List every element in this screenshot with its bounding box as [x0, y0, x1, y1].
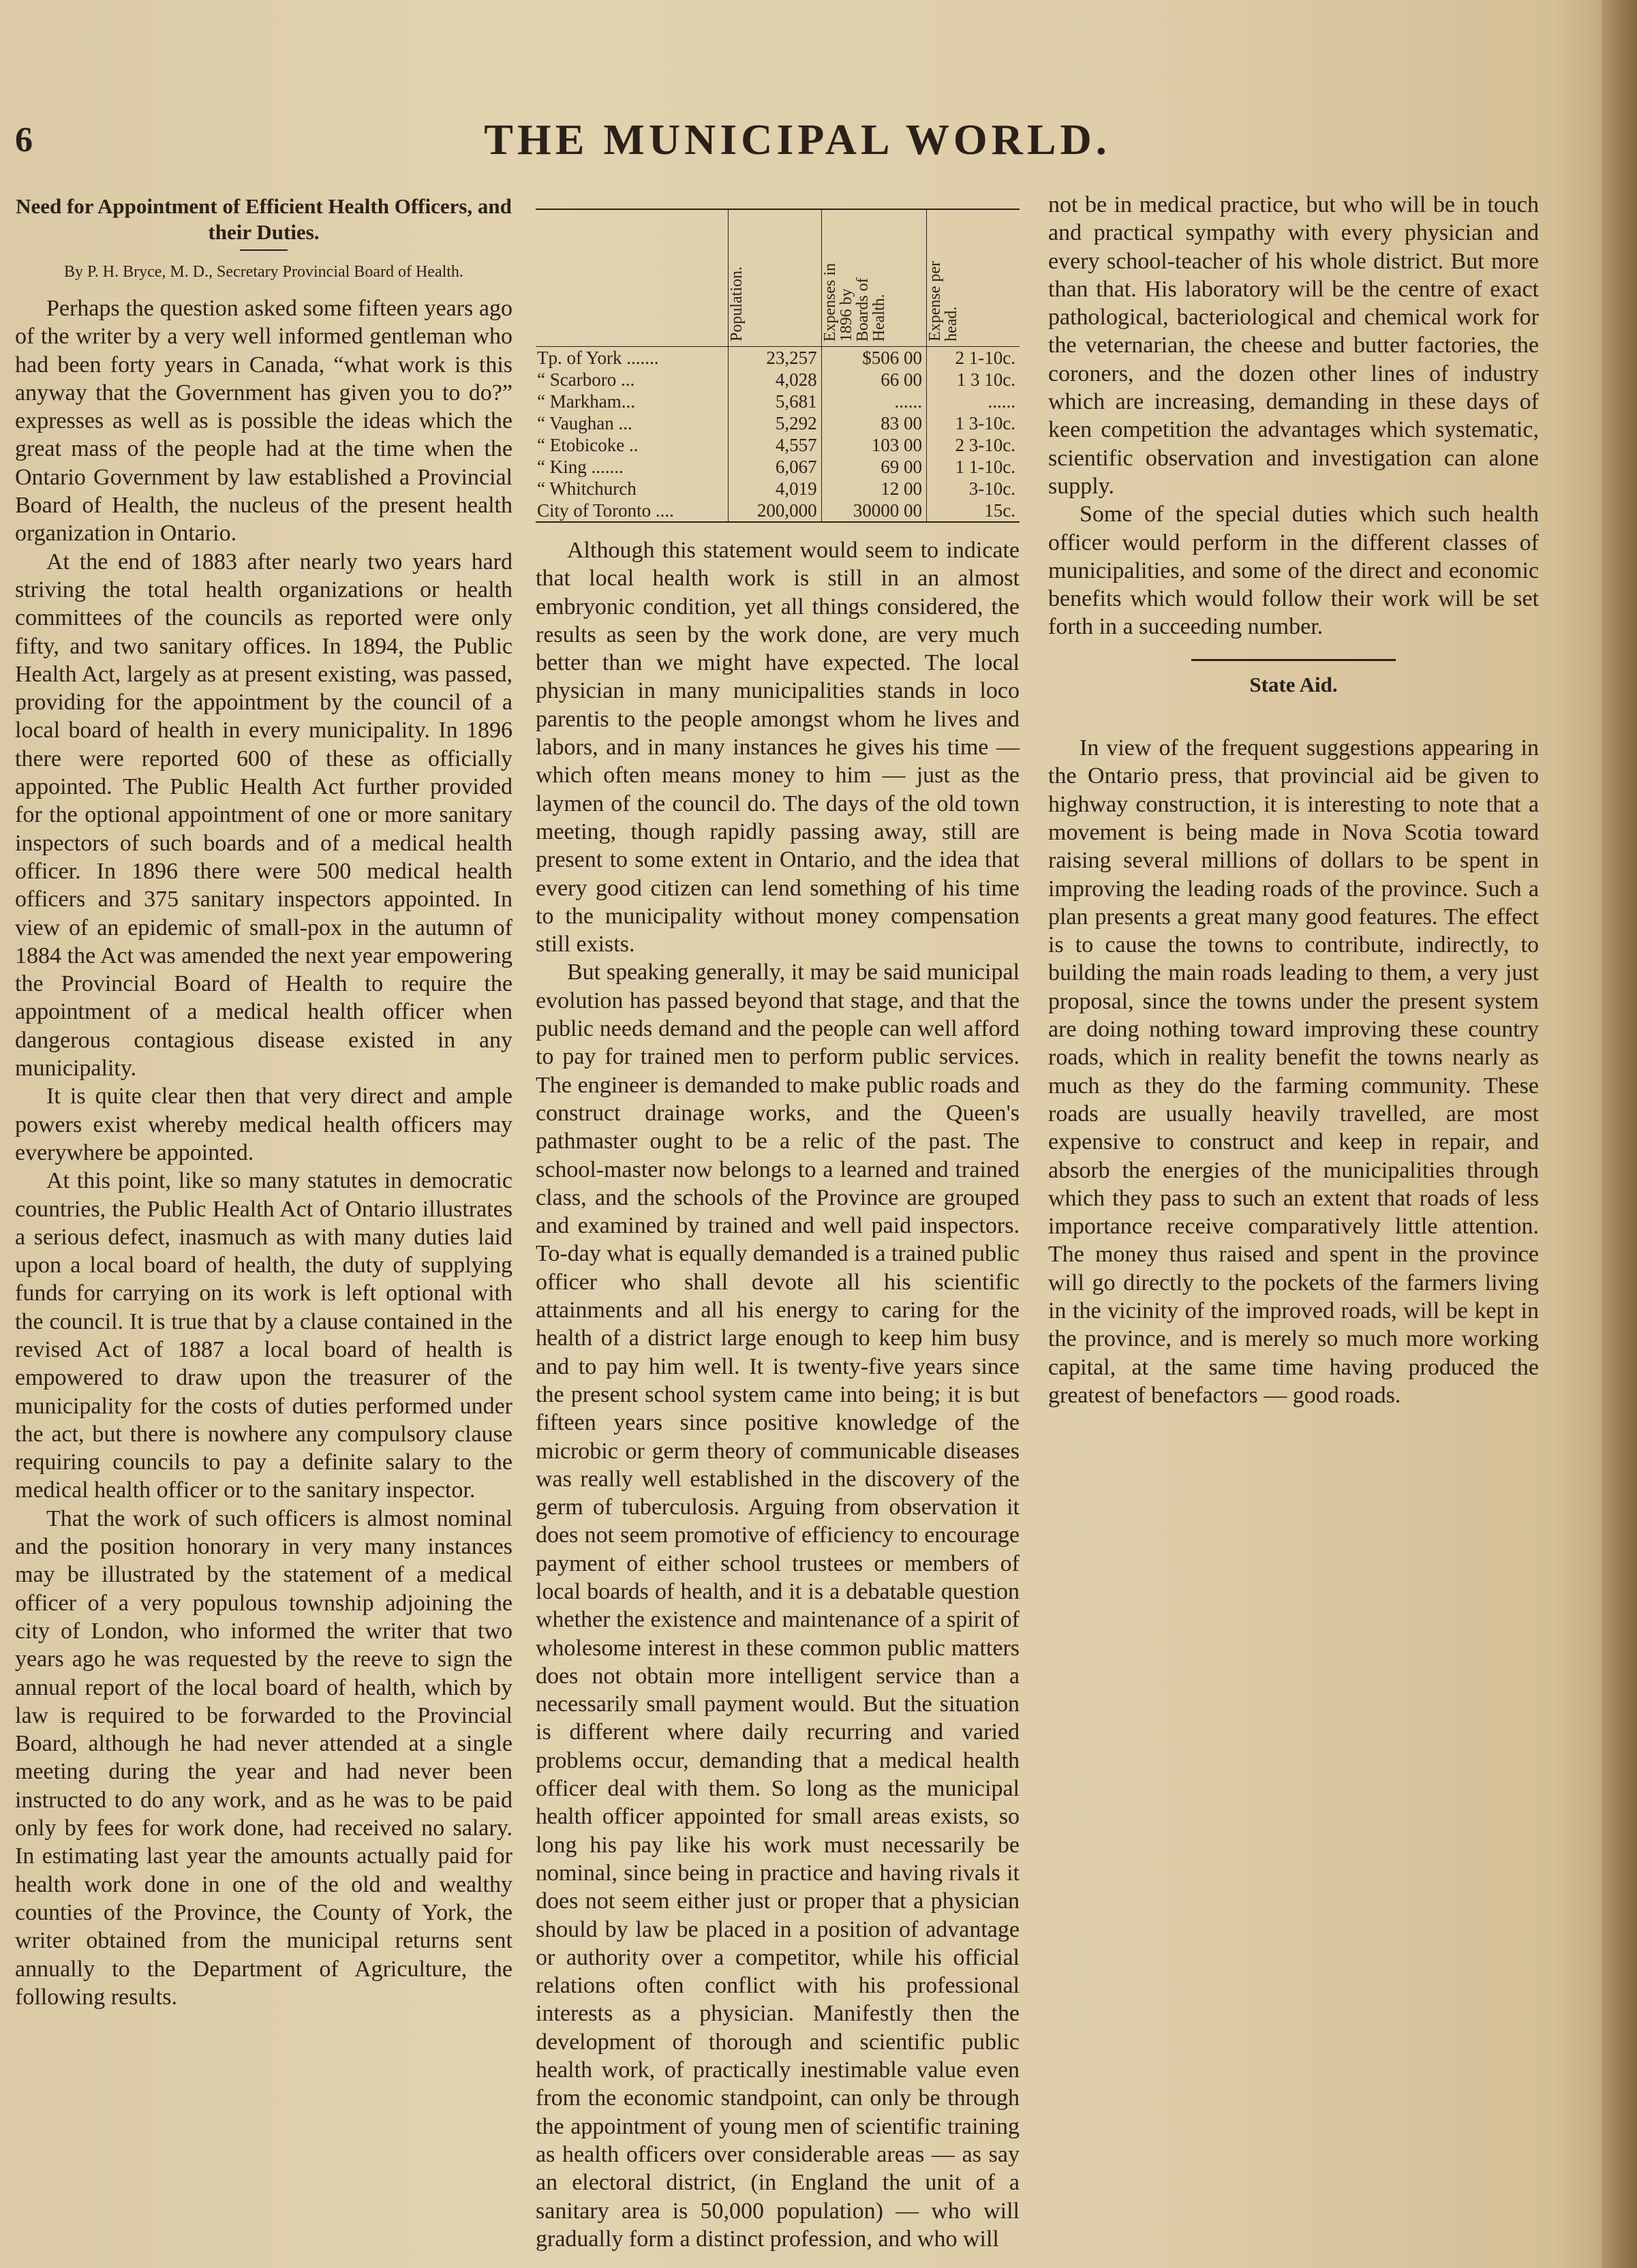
table-header-cell — [536, 209, 729, 347]
paragraph: At the end of 1883 after nearly two years hard striving the total health organizations or health committees of the councils as reported were only fifty, and two sanitary offices. In 1894, the Public Health Act, largely as at present existing, was passed, providing for the appointment by the council of a local board of health in every municipality. In 1896 there were reported 600 of these as officially appointed. The Public Health Act further provided for the optional appointment of one or more sanitary inspectors of such boards and of a medical health officer. In 1896 there were 500 medical health officers and 375 sanitary inspectors appointed. In view of an epidemic of small-pox in the autumn of 1884 the Act was amended the next year empowering the Provincial Board of Health to require the appointment of a medical health officer when dangerous contagious disease existed in any municipality. — [15, 549, 512, 1082]
table-cell: 12 00 — [821, 478, 926, 500]
table-cell: 23,257 — [729, 347, 821, 369]
paragraph: Some of the special duties which such health officer would perform in the different classes of municipalities, and some of the direct and economic benefits which would follow their work will be set forth in a succeeding number. — [1048, 502, 1539, 640]
table-row — [536, 478, 1020, 500]
paragraph: Although this statement would seem to indicate that local health work is still in an almost embryonic condition, yet all things considered, the results as seen by the work done, are very much better than we might have expected. The local physician in many municipalities stands in loco parentis to the people amongst whom he lives and labors, and in many instances he gives his time — which often means money to him — just as the laymen of the council do. The days of the old town meeting, though rapidly passing away, still are present to some extent in Ontario, and the idea that every good citizen can lend something of his time to the municipality without money compensation still exists. — [536, 538, 1020, 957]
table-row — [536, 500, 1020, 522]
table-cell: “ Vaughan ... — [537, 413, 632, 433]
table-cell: “ Markham... — [537, 391, 635, 412]
table-cell: 83 00 — [821, 412, 926, 434]
table-cell: ...... — [821, 390, 926, 412]
table-row — [536, 434, 1020, 456]
page-number: 6 — [15, 121, 33, 159]
table-cell: 2 1-10c. — [927, 347, 1020, 369]
table-row — [536, 390, 1020, 412]
table-cell: 15c. — [927, 500, 1020, 522]
column-2 — [536, 191, 1020, 2253]
section-title-state-aid: State Aid. — [1249, 672, 1338, 696]
table-cell: 30000 00 — [821, 500, 926, 522]
table-cell: 2 3-10c. — [927, 434, 1020, 456]
table-cell: City of Toronto .... — [537, 500, 674, 521]
running-title: THE MUNICIPAL WORLD. — [484, 115, 1111, 164]
table-row — [536, 456, 1020, 478]
table-row — [536, 369, 1020, 390]
table-cell: $506 00 — [821, 347, 926, 369]
table-header-cell — [729, 209, 821, 347]
page-spine-shadow — [1602, 0, 1637, 2268]
paragraph: At this point, like so many statutes in democratic countries, the Public Health Act of Ontario illustrates a serious defect, inasmuch as with many duties laid upon a local board of health, the duty of supplying funds for carrying on its work is left optional with the council. It is true that by a clause contained in the revised Act of 1887 a local board of health is empowered to draw upon the treasurer of the municipality for the costs of duties performed under the act, but there is nowhere any compulsory clause requiring councils to pay a definite salary to the medical health officer or to the sanitary inspector. — [15, 1168, 512, 1503]
table-cell: “ King ....... — [537, 457, 624, 477]
table-cell: 3-10c. — [927, 478, 1020, 500]
article-byline: By P. H. Bryce, M. D., Secretary Provincial Board of Health. — [64, 263, 463, 281]
table-header-cell — [821, 209, 926, 347]
table-cell: Tp. of York ....... — [537, 348, 659, 368]
york-county-health-expenses-table — [536, 209, 1020, 523]
table-cell: 1 3 10c. — [927, 369, 1020, 390]
table-row — [536, 412, 1020, 434]
table-cell: 69 00 — [821, 456, 926, 478]
title-rule — [240, 249, 288, 251]
table-cell: “ Whitchurch — [537, 478, 637, 499]
header-expenses: Expenses in 1896 by Boards of Health. — [821, 262, 888, 341]
column-1 — [15, 191, 512, 2011]
table-cell: 6,067 — [729, 456, 821, 478]
paragraph: Perhaps the question asked some fifteen years ago of the writer by a very well informed gentleman who had been forty years in Canada, “what work is this anyway that the Government has given you to do?” expresses as well as is possible the ideas which the great mass of the people had at the time when the Ontario Government by law established a Provincial Board of Health, the nucleus of the present health organization in Ontario. — [15, 296, 512, 547]
table-cell: 66 00 — [821, 369, 926, 390]
table-cell: 4,028 — [729, 369, 821, 390]
paragraph: It is quite clear then that very direct and ample powers exist whereby medical health officers may everywhere be appointed. — [15, 1084, 512, 1165]
table-cell: 5,681 — [729, 390, 821, 412]
table-header-row — [536, 209, 1020, 347]
table-row — [536, 347, 1020, 369]
paragraph: That the work of such officers is almost nominal and the position honorary in very many instances may be illustrated by the statement of a medical officer of a very populous township adjoining the city of London, who informed the writer that two years ago he was requested by the reeve to sign the annual report of the local board of health, which by law is required to be forwarded to the Provincial Board, although he had never attended at a single meeting during the year and had never been instructed to do any work, and as he was to be paid only by fees for work done, had received no salary. In estimating last year the amounts actually paid for health work done in one of the old and wealthy counties of the Province, the County of York, the writer obtained from the municipal returns sent annually to the Department of Agriculture, the following results. — [15, 1505, 512, 2010]
table-header-cell — [927, 209, 1020, 347]
table-cell: 4,557 — [729, 434, 821, 456]
table-cell: 4,019 — [729, 478, 821, 500]
header-population: Population. — [728, 266, 746, 341]
paragraph-continued: not be in medical practice, but who will be in touch and practical sympathy with every physician and every school-teacher of his whole district. But more than that. His laboratory will be the centre of exact pathological, bacteriological and chemical work for the veternarian, the cheese and butter factories, the coroners, and the dozen other lines of industry which are increasing, demanding in these days of keen competition the advantages which systematic, scientific observation and investigation can alone supply. — [1048, 192, 1539, 499]
article-title: Need for Appointment of Efficient Health Officers, and their Duties. — [16, 194, 512, 244]
table-cell: ...... — [927, 390, 1020, 412]
section-divider — [1191, 659, 1396, 661]
table-cell: 1 1-10c. — [927, 456, 1020, 478]
table-cell: “ Scarboro ... — [537, 369, 635, 390]
table-cell: “ Etobicoke .. — [537, 435, 639, 455]
state-aid-paragraph: In view of the frequent suggestions appearing in the Ontario press, that provincial aid be given to highway construction, it is interesting to note that a movement is being made in Nova Scotia toward raising several millions of dollars to be spent in improving the leading roads of the province. Such a plan presents a great many good features. The effect is to cause the towns to contribute, indirectly, to building the main roads leading to them, a very just proposal, since the towns under the present system are doing nothing toward improving these country roads, which in reality benefit the towns nearly as much as they do the farming community. These roads are usually heavily travelled, are most expensive to construct and keep in repair, and absorb the energies of the municipalities through which they pass to such an extent that roads of less importance receive comparatively little attention. The money thus raised and spent in the province will go directly to the pockets of the farmers living in the vicinity of the improved roads, will be kept in the province, and is merely so much more working capital, at the same time having produced the greatest of benefactors — good roads. — [1048, 735, 1539, 1408]
table-cell: 200,000 — [729, 500, 821, 522]
header-expense-per-head: Expense per head. — [926, 261, 960, 341]
table-cell: 103 00 — [821, 434, 926, 456]
paragraph: But speaking generally, it may be said municipal evolution has passed beyond that stage, and that the public needs demand and the people can well afford to pay for trained men to perform public services. The engineer is demanded to make public roads and construct drainage works, and the Queen's pathmaster ought to be a relic of the past. The school-master now belongs to a learned and trained class, and the schools of the Province are grouped and examined by trained and well paid inspectors. To-day what is equally demanded is a trained public officer who shall devote all his scientific attainments and all his energy to caring for the health of a district large enough to keep him busy and to pay him well. It is twenty-five years since the present school system came into being; it is but fifteen years since positive knowledge of the microbic or germ theory of communicable diseases was really well established in the discovery of the germ of tuberculosis. Arguing from observation it does not seem promotive of efficiency to encourage payment of either school trustees or members of local boards of health, and it is a debatable question whether the existence and maintenance of a spirit of wholesome interest in these common public matters does not obtain more intelligent service than a necessarily small payment would. But the situation is different where daily recurring and varied problems occur, demanding that a medical health officer deal with them. So long as the municipal health officer appointed for small areas exists, so long his pay like his work must necessarily be nominal, since being in practice and having rivals it does not seem either just or proper that a physician should by law be placed in a position of advantage or authority over a competitor, while his official relations often conflict with his professional interests as a physician. Manifestly then the development of thorough and scientific public health work, of practically inestimable value even from the economic standpoint, can only be through the appointment of young men of scientific training as health officers over considerable areas — as say an electoral district, (in England the unit of a sanitary area is 50,000 population) — who will gradually form a distinct profession, and who will — [536, 960, 1020, 2252]
table-cell: 1 3-10c. — [927, 412, 1020, 434]
table-cell: 5,292 — [729, 412, 821, 434]
column-3 — [1048, 191, 1539, 1409]
